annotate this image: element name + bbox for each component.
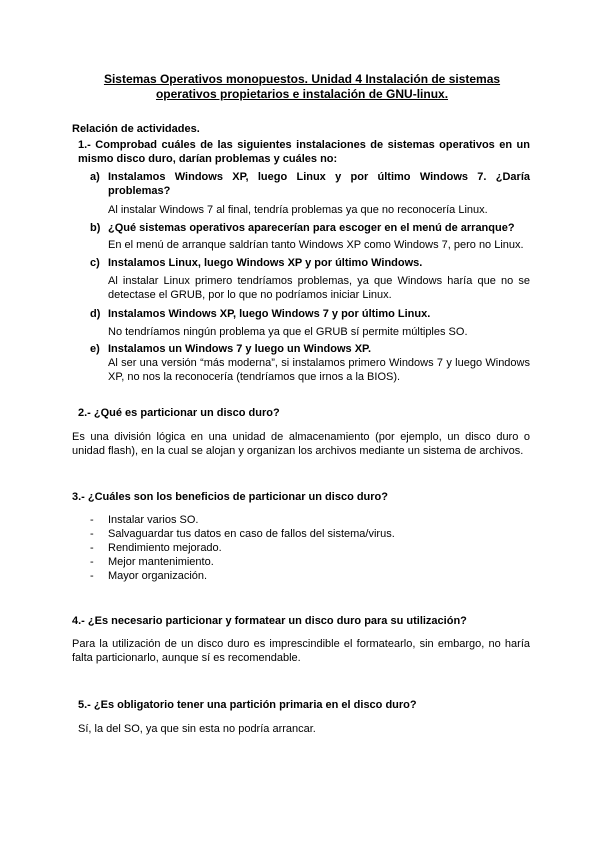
question-3: 3.- ¿Cuáles son los beneficios de particionar un disco duro? [72, 491, 388, 503]
item-a-label: a) [90, 171, 100, 183]
item-e-question: Instalamos un Windows 7 y luego un Windows XP. [108, 343, 372, 355]
item-d-question: Instalamos Windows XP, luego Windows 7 y por último Linux. [108, 308, 431, 320]
answer-4: Para la utilización de un disco duro es imprescindible el formatearlo, sin embargo, no haría falta particionarlo, aunque sí es recomendable. [72, 638, 530, 664]
item-e-answer: Al ser una versión “más moderna”, si instalamos primero Windows 7 y luego Windows XP, no nos la reconocería (tendríamos que irnos a la BIOS). [108, 357, 530, 383]
question-4: 4.- ¿Es necesario particionar y formatear un disco duro para su utilización? [72, 615, 467, 627]
item-d-label: d) [90, 308, 101, 320]
item-b-answer: En el menú de arranque saldrían tanto Windows XP como Windows 7, pero no Linux. [108, 239, 524, 251]
benefits-list [90, 513, 395, 583]
item-c-question: Instalamos Linux, luego Windows XP y por último Windows. [108, 257, 423, 269]
list-item: - Salvaguardar tus datos en caso de fallos del sistema/virus. [90, 528, 395, 540]
item-a-answer: Al instalar Windows 7 al final, tendría problemas ya que no reconocería Linux. [108, 204, 488, 216]
item-b-question: ¿Qué sistemas operativos aparecerían para escoger en el menú de arranque? [108, 222, 515, 234]
list-item: - Rendimiento mejorado. [90, 542, 222, 554]
answer-2: Es una división lógica en una unidad de almacenamiento (por ejemplo, un disco duro o unidad flash), en la cual se alojan y organizan los archivos mediante un sistema de archivos. [72, 431, 530, 457]
item-c-answer: Al instalar Linux primero tendríamos problemas, ya que Windows haría que no se detectase el GRUB, por lo que no podríamos iniciar Linux. [108, 275, 530, 301]
item-c-label: c) [90, 257, 100, 269]
document-title [72, 72, 532, 102]
list-item: - Mejor mantenimiento. [90, 556, 214, 568]
activities-heading: Relación de actividades. [72, 123, 200, 135]
title-line-1: Sistemas Operativos monopuestos. Unidad 4 Instalación de sistemas [103, 72, 501, 86]
question-1: 1.- Comprobad cuáles de las siguientes instalaciones de sistemas operativos en un mismo disco duro, darían problemas y cuáles no: [78, 139, 530, 165]
list-item: - Instalar varios SO. [90, 514, 199, 526]
question-5: 5.- ¿Es obligatorio tener una partición primaria en el disco duro? [78, 699, 417, 711]
answer-5: Sí, la del SO, ya que sin esta no podría arrancar. [78, 723, 316, 735]
item-e-label: e) [90, 343, 100, 355]
question-2: 2.- ¿Qué es particionar un disco duro? [78, 407, 280, 419]
item-d-answer: No tendríamos ningún problema ya que el GRUB sí permite múltiples SO. [108, 326, 468, 338]
list-item: - Mayor organización. [90, 570, 208, 582]
item-b-label: b) [90, 222, 101, 234]
title-line-2: operativos propietarios e instalación de GNU-linux. [155, 87, 449, 101]
item-a-question: Instalamos Windows XP, luego Linux y por último Windows 7. ¿Daría problemas? [108, 171, 530, 197]
